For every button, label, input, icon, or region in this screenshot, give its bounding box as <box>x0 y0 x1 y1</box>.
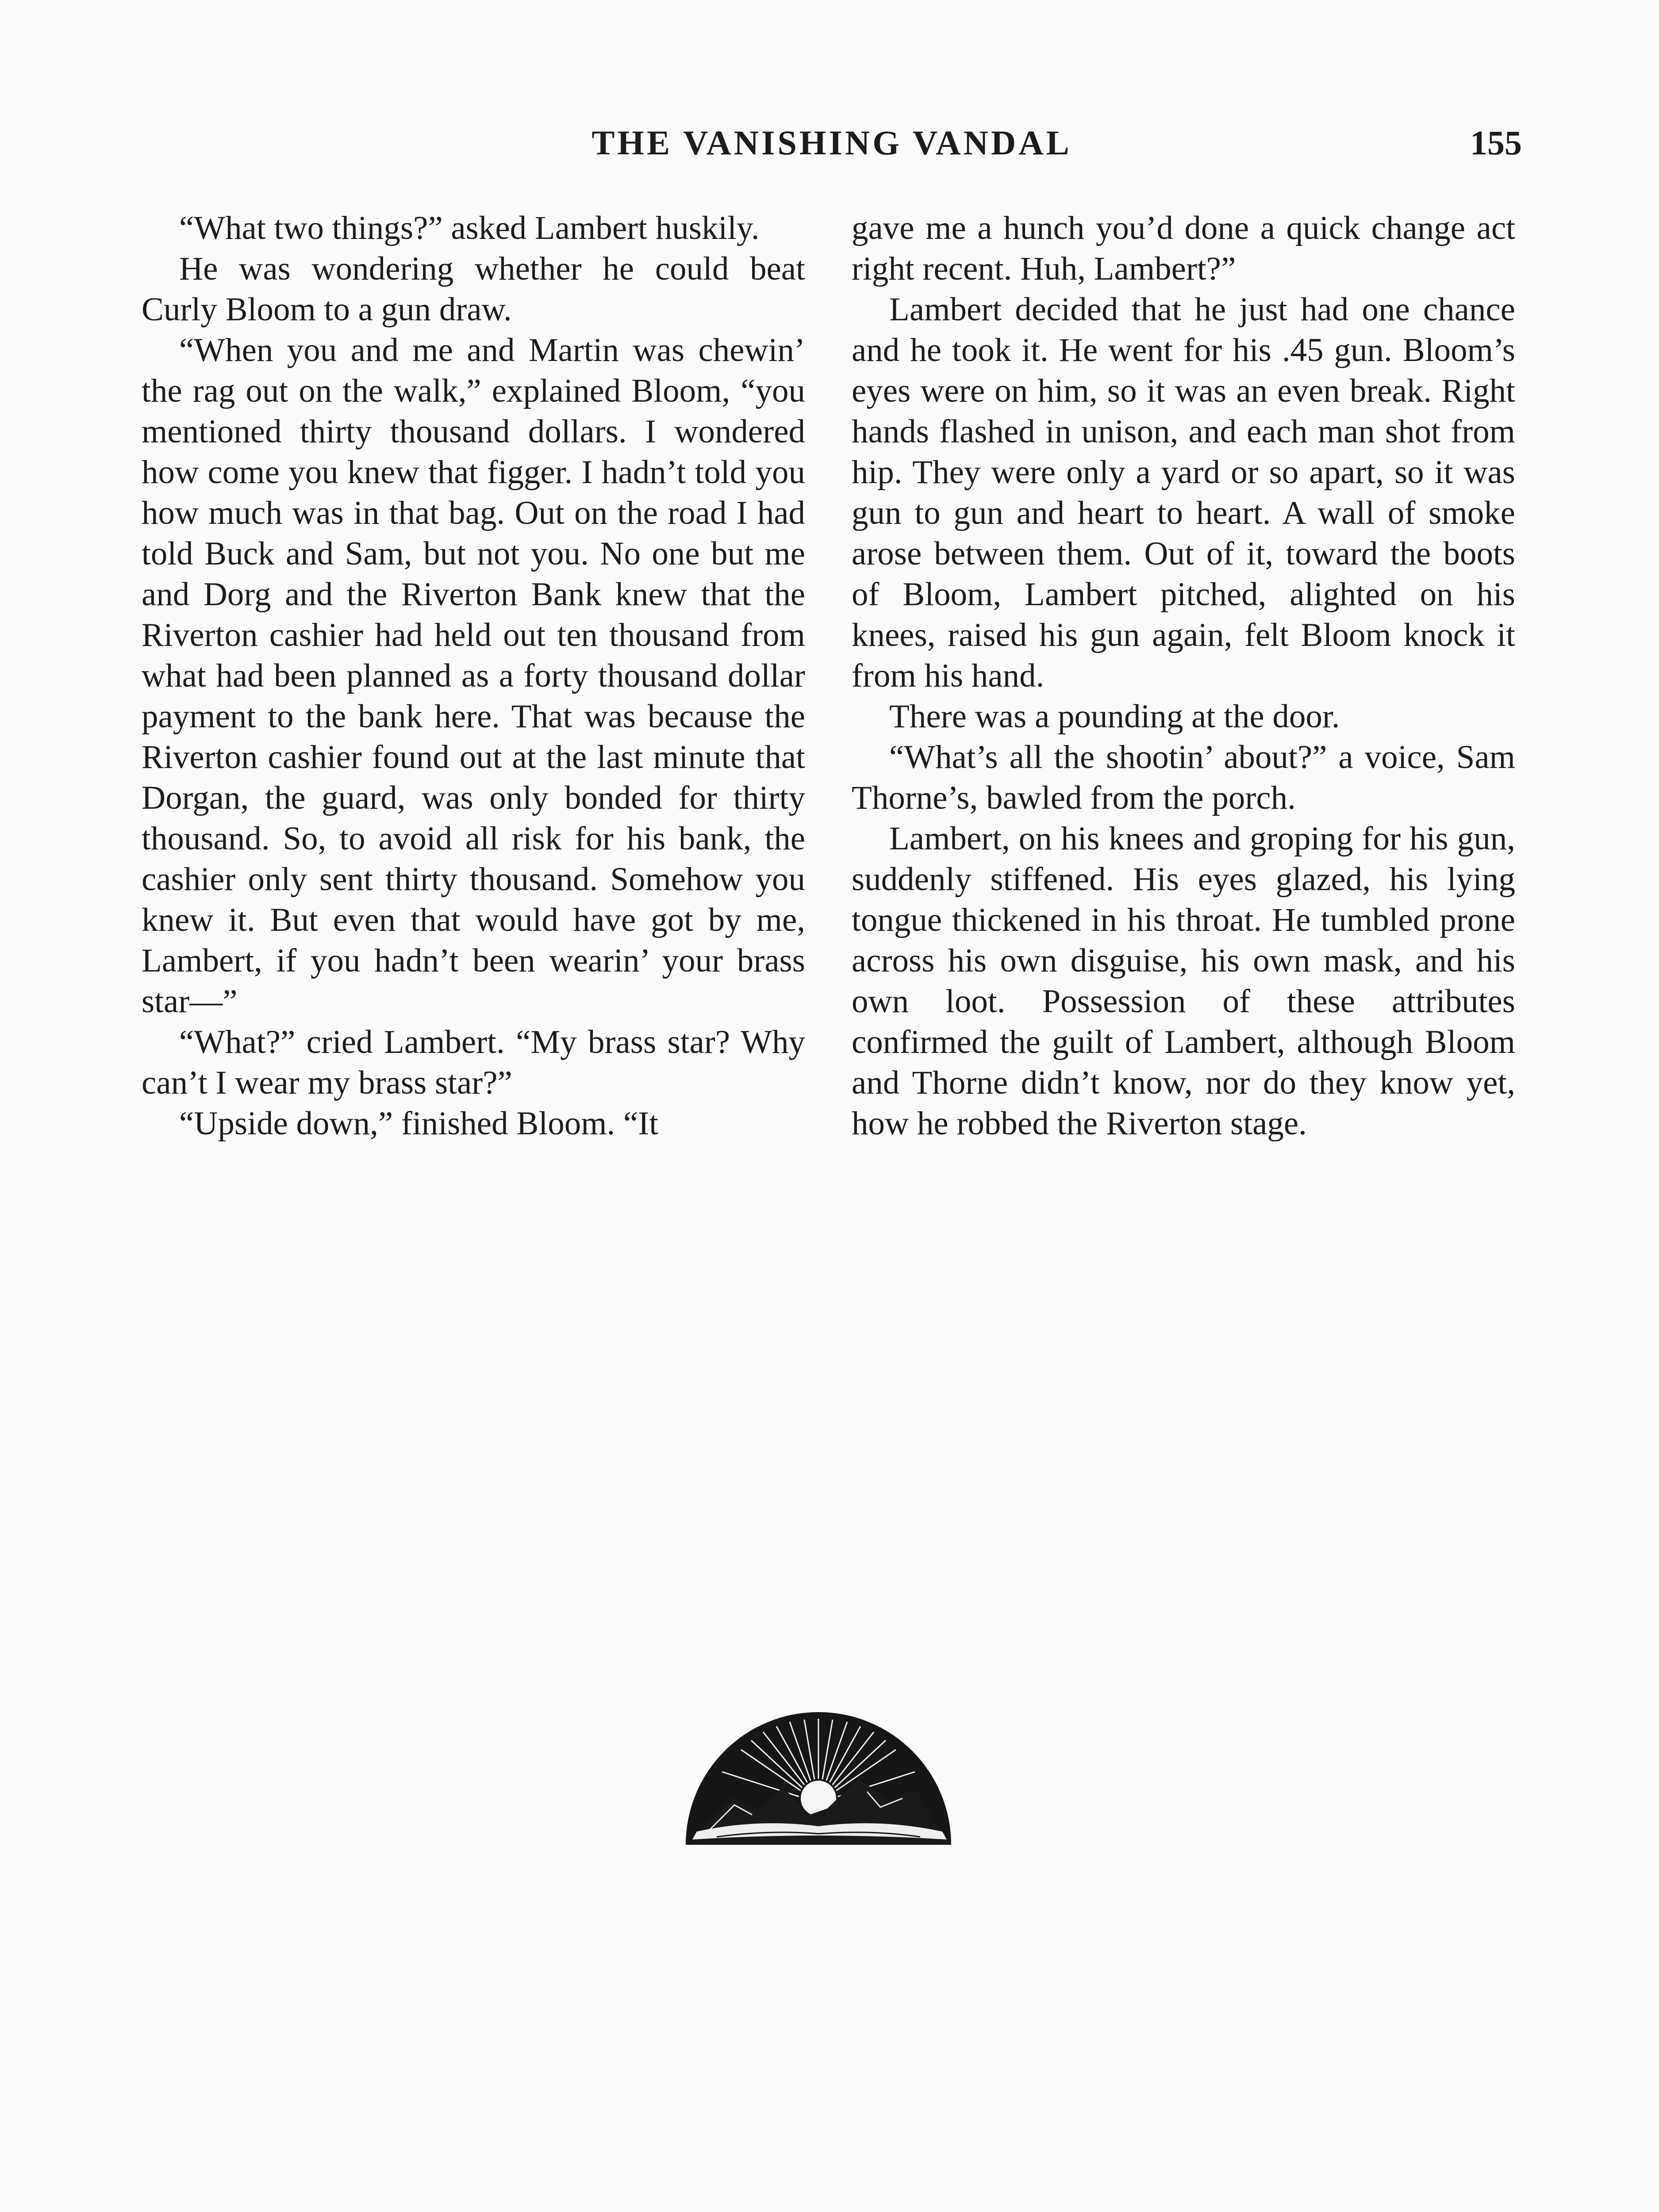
right-column <box>852 208 1515 1144</box>
paragraph: There was a pounding at the door. <box>889 698 1340 735</box>
left-column <box>142 208 805 1144</box>
paragraph: Lambert decided that he just had one chance and he took it. He went for his .45 gun. Bloom’s eyes were on him, so it was an even break. Right hands flashed in unison, and each man shot from hip. They were only a yard or so apart, so it was gun to gun and heart to heart. A wall of smoke arose between them. Out of it, toward the boots of Bloom, Lambert pitched, alighted on his knees, raised his gun again, felt Bloom knock it from his hand. <box>852 291 1515 694</box>
running-head <box>142 119 1522 167</box>
paragraph: Lambert, on his knees and groping for his gun, suddenly stiffened. His eyes glazed, his lying tongue thickened in his throat. He tumbled prone across his own disguise, his own mask, and his own loot. Possession of these attributes confirmed the guilt of Lambert, although Bloom and Thorne didn’t know, nor do they know yet, how he robbed the Riverton stage. <box>852 820 1515 1142</box>
paragraph: He was wondering whether he could beat Curly Bloom to a gun draw. <box>142 250 805 328</box>
paragraph: “What two things?” asked Lambert huskily. <box>179 210 760 246</box>
sunrise-over-mountains-icon <box>681 1699 956 1849</box>
page-number: 155 <box>1470 123 1522 162</box>
paragraph: “Upside down,” finished Bloom. “It <box>179 1105 659 1142</box>
paragraph: “When you and me and Martin was chewin’ the rag out on the walk,” explained Bloom, “you mentioned thirty thousand dollars. I wondered how come you knew that figger. I hadn’t told you how much was in that bag. Out on the road I had told Buck and Sam, but not you. No one but me and Dorg and the Riverton Bank knew that the Riverton cashier had held out ten thousand from what had been planned as a forty thousand dollar payment to the bank here. That was because the Riverton cashier found out at the last minute that Dorgan, the guard, was only bonded for thirty thousand. So, to avoid all risk for his bank, the cashier only sent thirty thousand. Somehow you knew it. But even that would have got by me, Lambert, if you hadn’t been wearin’ your brass star—” <box>142 332 805 1020</box>
paragraph: “What?” cried Lambert. “My brass star? Why can’t I wear my brass star?” <box>142 1024 805 1101</box>
running-title: THE VANISHING VANDAL <box>591 123 1072 162</box>
paragraph: “What’s all the shootin’ about?” a voice, Sam Thorne’s, bawled from the porch. <box>852 739 1515 816</box>
paragraph-continuation: gave me a hunch you’d done a quick change act right recent. Huh, Lambert?” <box>852 210 1515 287</box>
